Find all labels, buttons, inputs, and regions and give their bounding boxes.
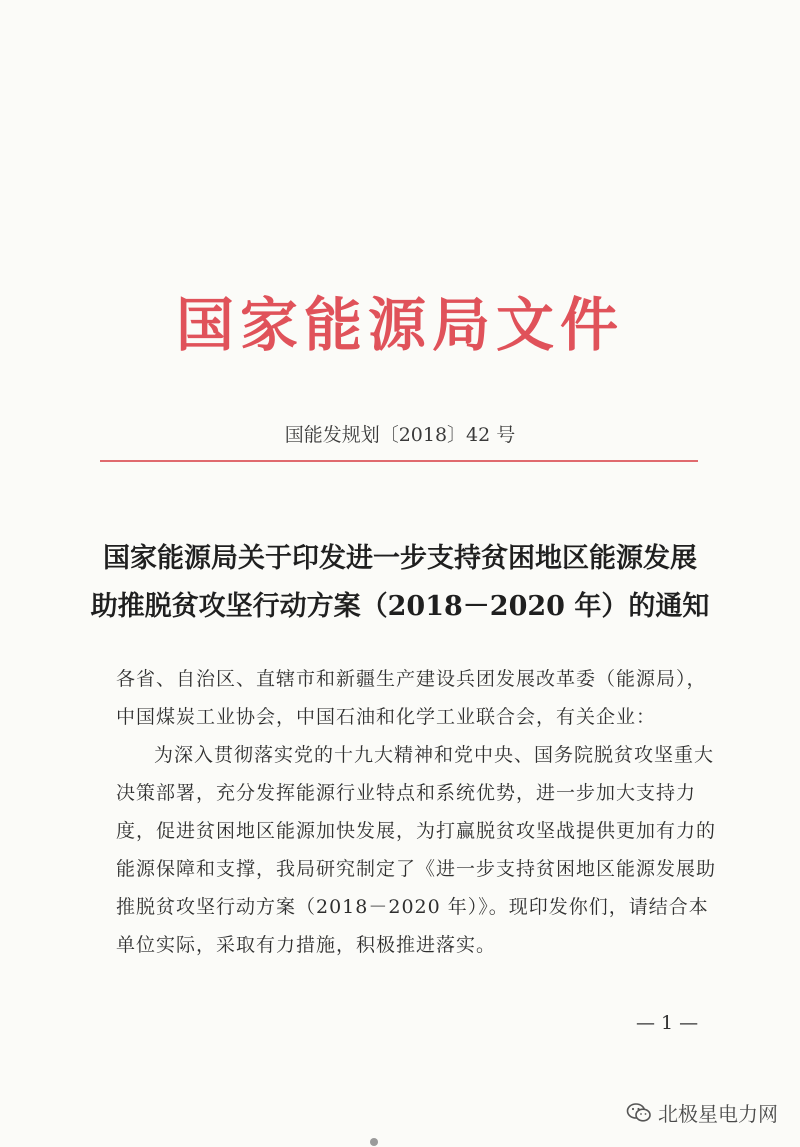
binding-mark [370, 1138, 378, 1146]
addressees-line2: 中国煤炭工业协会，中国石油和化学工业联合会，有关企业： [116, 706, 657, 728]
notice-body [116, 660, 728, 964]
addressees-line1: 各省、自治区、直辖市和新疆生产建设兵团发展改革委（能源局）， [116, 668, 707, 690]
body-paragraph: 为深入贯彻落实党的十九大精神和党中央、国务院脱贫攻坚重大决策部署，充分发挥能源行业特点和系统优势，进一步加大支持力度，促进贫困地区能源加快发展，为打赢脱贫攻坚战提供更加有力的能源保障和支撑，我局研究制定了《进一步支持贫困地区能源发展助推脱贫攻坚行动方案（2018－2020 年）》。现印发你们，请结合本单位实际，采取有力措施，积极推进落实。 [116, 744, 717, 956]
watermark-text: 北极星电力网 [658, 1102, 778, 1126]
watermark [626, 1098, 778, 1127]
red-divider [100, 460, 698, 462]
issuer-title: 国家能源局文件 [175, 291, 624, 359]
document-number: 国能发规划〔2018〕42 号 [284, 424, 516, 446]
notice-title-line2: 助推脱贫攻坚行动方案（2018－2020 年）的通知 [90, 591, 710, 622]
page-number: — 1 — [636, 1012, 699, 1034]
notice-title [60, 535, 740, 631]
notice-title-line1: 国家能源局关于印发进一步支持贫困地区能源发展 [103, 543, 697, 574]
wechat-icon [626, 1102, 652, 1124]
